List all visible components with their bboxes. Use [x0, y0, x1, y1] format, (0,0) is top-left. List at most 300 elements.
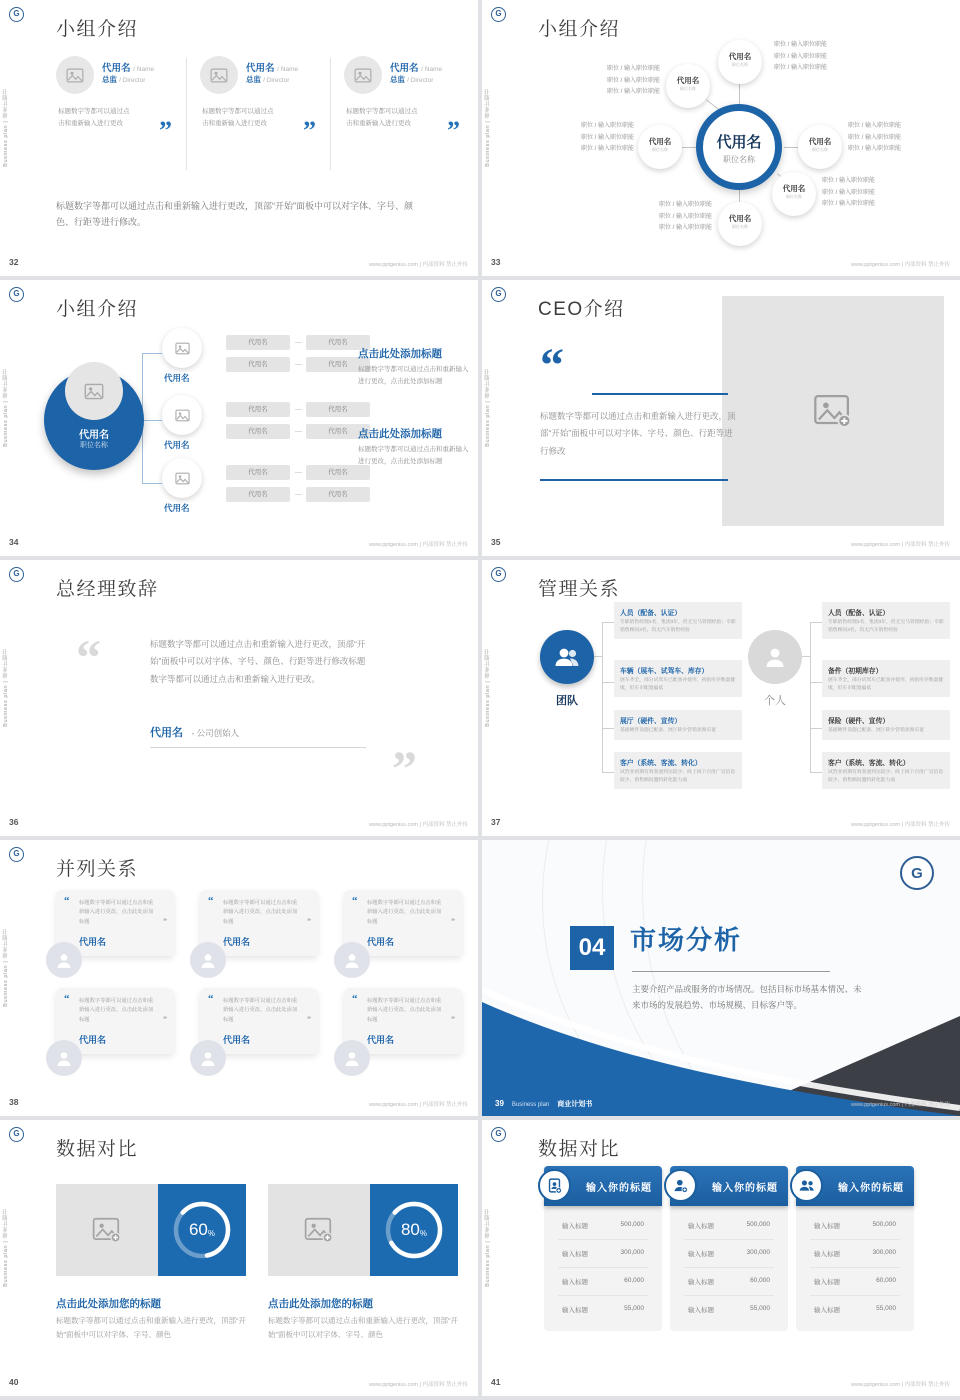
page-number: 39 — [495, 1099, 504, 1108]
row-label: 输入标题 — [562, 1251, 588, 1258]
page-number: 40 — [9, 1377, 19, 1387]
dash: — — [295, 361, 302, 368]
row-label: 输入标题 — [562, 1223, 588, 1230]
data-table-card — [796, 1166, 914, 1331]
branch-node-name: 代用名 — [164, 440, 190, 450]
image-placeholder — [722, 296, 944, 526]
table-row — [810, 1240, 900, 1268]
row-value: 300,000 — [872, 1249, 896, 1256]
avatar — [334, 1040, 370, 1076]
slide-35[interactable] — [482, 280, 960, 556]
quote-close-icon: ” — [163, 1015, 167, 1024]
root-node-sub: 职位名称 — [80, 442, 108, 449]
table-row — [558, 1240, 648, 1268]
slide-title: 小组介绍 — [56, 299, 139, 320]
slide-footer: www.pptgenius.com | 内部资料 禁止外传 — [369, 542, 468, 548]
topic-body: 试营业初期有效客流到达较少，线上线下百度广宣信息较少，销售顾问邀约转化能力弱 — [828, 770, 944, 783]
slide-37[interactable] — [482, 560, 960, 836]
percent-unit: % — [419, 1228, 428, 1238]
card-name: 代用名 — [367, 1035, 395, 1045]
connector-line — [802, 656, 810, 657]
accent-line — [592, 393, 728, 395]
image-icon — [210, 68, 228, 83]
topic-body: 专职销售经理1名，集团3年，但无宝马管理经验；专职销售顾问4名，均无汽车销售经验 — [828, 620, 944, 633]
table-row — [810, 1268, 900, 1296]
block-body: 标题数字等都可以通过点击和重新输入进行更改，点击此处添加标题 — [358, 446, 469, 466]
table-title: 输入你的标题 — [586, 1182, 652, 1194]
slide-footer: www.pptgenius.com | 内部资料 禁止外传 — [369, 1102, 468, 1108]
card-name: 代用名 — [367, 937, 395, 947]
row-value: 55,000 — [624, 1305, 644, 1312]
person-icon — [199, 952, 217, 969]
table-header — [544, 1166, 662, 1206]
page-number: 37 — [491, 817, 501, 827]
row-value: 55,000 — [750, 1305, 770, 1312]
org-node — [798, 125, 842, 169]
card-body: 标题数字等都可以通过点击和重新输入进行更改，点击此处添加标题 — [223, 900, 298, 925]
slide-title: 并列关系 — [56, 859, 139, 880]
slide-title: 数据对比 — [56, 1139, 139, 1160]
table-body — [544, 1206, 662, 1331]
topic-heading: 人员（配备、认证） — [620, 610, 682, 617]
position-line: 职位 / 输入职位职能 — [658, 225, 712, 232]
avatar — [334, 942, 370, 978]
position-line: 职位 / 输入职位职能 — [606, 77, 660, 84]
slide-footer: www.pptgenius.com | 内部资料 禁止外传 — [851, 542, 950, 548]
member-role — [390, 74, 433, 85]
position-line: 职位 / 输入职位职能 — [606, 89, 660, 96]
slide-32[interactable] — [0, 0, 478, 276]
slide-footer: www.pptgenius.com | 内部资料 禁止外传 — [851, 1382, 950, 1388]
table-body — [796, 1206, 914, 1331]
image-plus-icon — [92, 1217, 122, 1243]
percent-number: 60 — [188, 1220, 208, 1239]
divider — [632, 971, 830, 972]
org-node-sub: 职位名称 — [786, 194, 802, 199]
quote-open-icon: “ — [352, 993, 358, 1005]
row-value: 500,000 — [620, 1221, 644, 1228]
org-box: 代用名 — [306, 402, 370, 417]
topic-box — [614, 710, 742, 740]
card-body: 标题数字等都可以通过点击和重新输入进行更改，点击此处添加标题 — [223, 998, 298, 1023]
topic-box — [822, 752, 950, 789]
org-node — [666, 64, 710, 108]
table-header — [796, 1166, 914, 1206]
topic-heading: 车辆（展车、试驾车、库存） — [620, 668, 709, 675]
org-box: 代用名 — [226, 335, 290, 350]
member-body: 标题数字等都可以通过点击和重新输入进行更改 — [346, 108, 418, 127]
connector-line — [810, 728, 822, 729]
org-node — [772, 172, 816, 216]
quote-close-icon: ” — [307, 1015, 311, 1024]
donut-value — [370, 1184, 458, 1276]
id-card-icon — [538, 1169, 571, 1202]
accent-line — [540, 479, 728, 481]
table-row — [684, 1240, 774, 1268]
position-line: 职位 / 输入职位职能 — [848, 134, 902, 141]
avatar — [344, 56, 382, 94]
card-body: 标题数字等都可以通过点击和重新输入进行更改，点击此处添加标题 — [367, 998, 442, 1023]
position-line: 职位 / 输入职位职能 — [580, 123, 634, 129]
sidebar-vertical-label: Business plan | 商业计划书 — [3, 648, 9, 727]
footer-en-label: Business plan — [511, 1102, 550, 1108]
org-box: 代用名 — [226, 487, 290, 502]
page-number: 35 — [491, 537, 501, 547]
table-row — [810, 1212, 900, 1240]
branch-node-avatar — [162, 395, 202, 435]
row-label: 输入标题 — [688, 1307, 714, 1314]
connector-line — [810, 772, 822, 773]
signature — [150, 723, 239, 741]
member-name — [390, 60, 442, 74]
position-lines — [616, 200, 712, 235]
topic-heading: 客户（系统、客流、转化） — [620, 760, 702, 767]
org-node-sub: 职位名称 — [732, 62, 748, 67]
org-node — [718, 202, 762, 246]
dash: — — [295, 428, 302, 435]
card-body: 标题数字等都可以通过点击和重新输入进行更改，点击此处添加标题 — [367, 900, 442, 925]
branch-node-name: 代用名 — [164, 373, 190, 383]
position-line: 职位 / 输入职位职能 — [606, 66, 660, 72]
org-node — [638, 125, 682, 169]
row-label: 输入标题 — [814, 1307, 840, 1314]
quote-open-icon: “ — [540, 339, 564, 392]
org-node-name: 代用名 — [808, 137, 832, 146]
person-role: - 公司创始人 — [191, 728, 240, 738]
org-box: 代用名 — [306, 424, 370, 439]
position-line: 职位 / 输入职位职能 — [822, 201, 876, 208]
quote-close-icon: ” — [392, 740, 417, 796]
position-line: 职位 / 输入职位职能 — [580, 134, 634, 141]
topic-body: 展车齐全，部分试驾车已配备并使用，初始库存数量健康，但车市配置偏低 — [620, 678, 736, 691]
card-name: 代用名 — [223, 937, 251, 947]
image-placeholder — [268, 1184, 370, 1276]
avatar — [190, 942, 226, 978]
table-title: 输入你的标题 — [838, 1182, 904, 1194]
member-name-cn: 代用名 — [246, 63, 275, 74]
branch-node-avatar — [162, 458, 202, 498]
topic-box — [614, 752, 742, 789]
sidebar-vertical-label: Business plan | 商业计划书 — [485, 1208, 491, 1287]
quote-close-icon: ” — [451, 1015, 455, 1024]
row-label: 输入标题 — [688, 1251, 714, 1258]
avatar — [56, 56, 94, 94]
org-node-sub: 职位名称 — [812, 147, 828, 152]
member-role-en: / Director — [407, 77, 434, 84]
connector-line — [142, 353, 162, 354]
quote-close-icon: ” — [159, 116, 172, 145]
slide-34[interactable] — [0, 280, 478, 556]
brand-logo-icon: G — [491, 1127, 506, 1142]
org-node-name: 代用名 — [648, 137, 672, 146]
donut-value — [158, 1184, 246, 1276]
position-line: 职位 / 输入职位职能 — [658, 202, 712, 208]
member-body: 标题数字等都可以通过点击和重新输入进行更改 — [202, 108, 274, 127]
table-row — [684, 1212, 774, 1240]
topic-body: 试营业初期有效客流到达较少，线上线下百度广宣信息较少，销售顾问邀约转化能力弱 — [620, 770, 736, 783]
sidebar-vertical-label: Business plan | 商业计划书 — [3, 1208, 9, 1287]
member-name-en: / Name — [277, 66, 299, 73]
org-box: 代用名 — [306, 357, 370, 372]
member-role-cn: 总监 — [390, 75, 405, 84]
member-body: 标题数字等都可以通过点击和重新输入进行更改 — [58, 108, 130, 127]
table-row — [810, 1296, 900, 1323]
brand-logo-icon: G — [491, 567, 506, 582]
member-role-cn: 总监 — [246, 75, 261, 84]
page-number: 38 — [9, 1097, 19, 1107]
connector-line — [810, 622, 822, 623]
panel-heading: 点击此处添加您的标题 — [56, 1298, 161, 1310]
person-icon — [199, 1050, 217, 1067]
page-number: 41 — [491, 1377, 501, 1387]
connector-line — [602, 622, 603, 772]
table-title: 输入你的标题 — [712, 1182, 778, 1194]
section-body: 主要介绍产品或服务的市场情况。包括目标市场基本情况、未来市场的发展趋势、市场规模、目标客户等。 — [632, 984, 862, 1011]
row-value: 500,000 — [746, 1221, 770, 1228]
connector-line — [602, 622, 614, 623]
avatar — [200, 56, 238, 94]
slide-38[interactable] — [0, 840, 478, 1116]
block-title: 点击此处添加标题 — [358, 428, 442, 440]
quote-close-icon: ” — [303, 116, 316, 145]
topic-body: 基础硬件设施已配备，展厅缺少营销氛围布置 — [828, 728, 924, 733]
row-value: 60,000 — [876, 1277, 896, 1284]
slide-title: 数据对比 — [538, 1139, 621, 1160]
dash: — — [295, 339, 302, 346]
block-body: 标题数字等都可以通过点击和重新输入进行更改，点击此处添加标题 — [358, 366, 469, 386]
slide-footer: www.pptgenius.com | 内部资料 禁止外传 — [851, 822, 950, 828]
person-name: 代用名 — [150, 727, 183, 739]
member-name — [102, 60, 154, 74]
topic-heading: 保险（硬件、宣传） — [828, 718, 890, 725]
slide-40[interactable] — [0, 1120, 478, 1396]
person-icon — [55, 1050, 73, 1067]
page-number: 34 — [9, 537, 19, 547]
connector-line — [142, 420, 162, 421]
topic-heading: 展厅（硬件、宣传） — [620, 718, 682, 725]
percent-number: 80 — [400, 1220, 420, 1239]
connector-line — [739, 84, 740, 106]
topic-box — [614, 602, 742, 639]
donut-panel — [370, 1184, 458, 1276]
member-name-cn: 代用名 — [102, 63, 131, 74]
member-role-en: / Director — [263, 77, 290, 84]
row-value: 300,000 — [620, 1249, 644, 1256]
avatar — [46, 1040, 82, 1076]
card-name: 代用名 — [223, 1035, 251, 1045]
slide-footer: www.pptgenius.com | 内部资料 禁止外传 — [369, 822, 468, 828]
page-number: 36 — [9, 817, 19, 827]
sidebar-vertical-label: Business plan | 商业计划书 — [485, 368, 491, 447]
slide-title: 总经理致辞 — [56, 579, 159, 600]
topic-heading: 客户（系统、客流、转化） — [828, 760, 910, 767]
org-node-name: 代用名 — [728, 52, 752, 61]
data-table-card — [544, 1166, 662, 1331]
member-name — [246, 60, 298, 74]
sidebar-vertical-label: Business plan | 商业计划书 — [3, 368, 9, 447]
percent-unit: % — [207, 1228, 216, 1238]
topic-body: 基础硬件设施已配备，展厅缺少营销氛围布置 — [620, 728, 716, 733]
row-value: 300,000 — [746, 1249, 770, 1256]
image-icon — [354, 68, 372, 83]
center-node — [696, 104, 782, 190]
sidebar-vertical-label: Business plan | 商业计划书 — [485, 88, 491, 167]
section-number: 04 — [570, 926, 614, 970]
position-lines — [848, 121, 901, 156]
position-line: 职位 / 输入职位职能 — [822, 189, 876, 196]
member-role-en: / Director — [119, 77, 146, 84]
avatar — [65, 362, 123, 420]
root-node — [44, 370, 144, 470]
slide-paragraph: 标题数字等都可以通过点击和重新输入进行更改，顶部“开始”面板中可以对字体、字号、颜色、行距等进行修改标题数字等都可以通过点击和重新输入进行更改。 — [150, 639, 366, 684]
table-row — [558, 1268, 648, 1296]
topic-body: 专职销售经理1名，集团3年，但无宝马管理经验；专职销售顾问4名，均无汽车销售经验 — [620, 620, 736, 633]
org-node-name: 代用名 — [728, 214, 752, 223]
brand-logo-icon: G — [491, 7, 506, 22]
quote-close-icon: ” — [307, 917, 311, 926]
team-label: 团队 — [556, 695, 578, 707]
slide-title: CEO介绍 — [538, 299, 625, 320]
org-node-name: 代用名 — [676, 76, 700, 85]
org-box: 代用名 — [226, 465, 290, 480]
card-name: 代用名 — [79, 1035, 107, 1045]
image-icon — [66, 68, 84, 83]
person-icon — [343, 952, 361, 969]
topic-heading: 人员（配备、认证） — [828, 610, 890, 617]
topic-box — [614, 660, 742, 697]
team-circle — [540, 630, 594, 684]
member-role — [102, 74, 145, 85]
table-header — [670, 1166, 788, 1206]
row-value: 60,000 — [750, 1277, 770, 1284]
position-lines — [538, 121, 634, 156]
row-value: 60,000 — [624, 1277, 644, 1284]
sidebar-vertical-label: Business plan | 商业计划书 — [485, 648, 491, 727]
individual-label: 个人 — [764, 695, 786, 707]
slide-footer: www.pptgenius.com | 内部资料 禁止外传 — [369, 262, 468, 268]
slide-paragraph: 标题数字等都可以通过点击和重新输入进行更改，顶部“开始”面板中可以对字体、字号、颜色、行距等进行修改。 — [56, 201, 413, 228]
person-icon — [343, 1050, 361, 1067]
person-icon — [55, 952, 73, 969]
cover-footer-left — [495, 1099, 592, 1109]
panel-heading: 点击此处添加您的标题 — [268, 1298, 373, 1310]
connector-line — [602, 682, 614, 683]
card-body: 标题数字等都可以通过点击和重新输入进行更改，点击此处添加标题 — [79, 998, 154, 1023]
branch-node-avatar — [162, 328, 202, 368]
quote-open-icon: “ — [64, 993, 70, 1005]
quote-open-icon: “ — [352, 895, 358, 907]
member-name-cn: 代用名 — [390, 63, 419, 74]
card-body: 标题数字等都可以通过点击和重新输入进行更改，点击此处添加标题 — [79, 900, 154, 925]
table-row — [558, 1212, 648, 1240]
quote-open-icon: “ — [76, 629, 101, 685]
slide-title: 小组介绍 — [538, 19, 621, 40]
slide-title: 小组介绍 — [56, 19, 139, 40]
sidebar-vertical-label: Business plan | 商业计划书 — [3, 88, 9, 167]
org-box: 代用名 — [306, 465, 370, 480]
topic-box — [822, 602, 950, 639]
slide-39[interactable] — [482, 840, 960, 1116]
quote-open-icon: “ — [64, 895, 70, 907]
org-box: 代用名 — [306, 487, 370, 502]
two-people-icon — [790, 1169, 823, 1202]
topic-box — [822, 710, 950, 740]
panel-body: 标题数字等都可以通过点击和重新输入进行更改，顶部“开始”面板中可以对字体、字号、颜色 — [268, 1316, 458, 1339]
org-node-sub: 职位名称 — [652, 147, 668, 152]
divider — [150, 747, 366, 748]
org-node-sub: 职位名称 — [680, 86, 696, 91]
divider — [330, 58, 331, 170]
image-icon — [84, 383, 104, 400]
brand-logo-icon: G — [900, 856, 934, 890]
team-people-icon — [553, 645, 581, 669]
image-plus-icon — [304, 1217, 334, 1243]
block-title: 点击此处添加标题 — [358, 348, 442, 360]
position-line: 职位 / 输入职位职能 — [658, 213, 712, 220]
row-label: 输入标题 — [814, 1223, 840, 1230]
quote-open-icon: “ — [208, 993, 214, 1005]
image-plus-icon — [813, 394, 853, 428]
member-name-en: / Name — [133, 66, 155, 73]
slide-41[interactable] — [482, 1120, 960, 1396]
quote-open-icon: “ — [208, 895, 214, 907]
image-icon — [175, 472, 190, 485]
panel-body: 标题数字等都可以通过点击和重新输入进行更改，顶部“开始”面板中可以对字体、字号、颜色 — [56, 1316, 246, 1339]
slide-33[interactable] — [482, 0, 960, 276]
center-node-name: 代用名 — [716, 134, 762, 151]
position-line: 职位 / 输入职位职能 — [774, 42, 828, 48]
org-box: 代用名 — [226, 424, 290, 439]
page-number: 33 — [491, 257, 501, 267]
org-node — [718, 40, 762, 84]
avatar — [46, 942, 82, 978]
slide-footer: www.pptgenius.com | 内部资料 禁止外传 — [851, 1102, 950, 1108]
org-box: 代用名 — [306, 335, 370, 350]
topic-body: 展车齐全，部分试驾车已配备并使用，初始库存数量健康，但车市配置偏低 — [828, 678, 944, 691]
org-node-name: 代用名 — [782, 184, 806, 193]
org-box: 代用名 — [226, 357, 290, 372]
person-plus-icon — [664, 1169, 697, 1202]
row-value: 55,000 — [876, 1305, 896, 1312]
table-body — [670, 1206, 788, 1331]
position-line: 职位 / 输入职位职能 — [848, 146, 902, 153]
dash: — — [295, 469, 302, 476]
row-label: 输入标题 — [688, 1223, 714, 1230]
connector-line — [142, 483, 162, 484]
dash: — — [295, 406, 302, 413]
row-label: 输入标题 — [562, 1307, 588, 1314]
row-label: 输入标题 — [562, 1279, 588, 1286]
slide-footer: www.pptgenius.com | 内部资料 禁止外传 — [851, 262, 950, 268]
brand-logo-icon: G — [9, 7, 24, 22]
dash: — — [295, 491, 302, 498]
footer-cn-label: 商业计划书 — [557, 1101, 593, 1108]
root-node-name: 代用名 — [79, 430, 109, 441]
position-line: 职位 / 输入职位职能 — [822, 178, 876, 184]
member-role-cn: 总监 — [102, 75, 117, 84]
org-box: 代用名 — [226, 402, 290, 417]
table-row — [558, 1296, 648, 1323]
divider — [186, 58, 187, 170]
position-lines — [822, 176, 875, 211]
quote-close-icon: ” — [447, 116, 460, 145]
brand-logo-icon: G — [9, 1127, 24, 1142]
card-name: 代用名 — [79, 937, 107, 947]
slide-title: 管理关系 — [538, 579, 621, 600]
row-label: 输入标题 — [814, 1251, 840, 1258]
slide-36[interactable] — [0, 560, 478, 836]
connector-line — [602, 728, 614, 729]
